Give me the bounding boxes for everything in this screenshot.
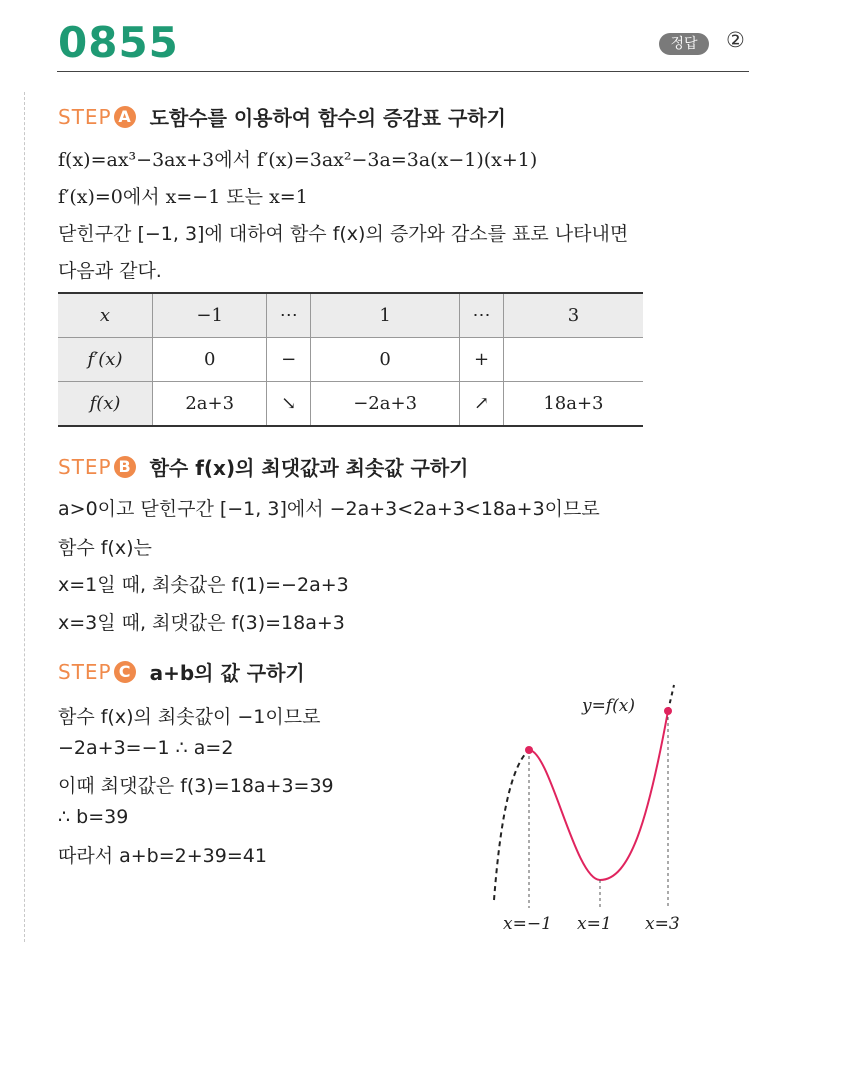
step-c-line-3: 이때 최댓값은 f(3)=18a+3=39 <box>58 775 334 797</box>
table-cell: f′(x) <box>58 338 153 382</box>
table-cell <box>503 338 643 382</box>
problem-number: 0855 <box>58 18 179 67</box>
step-c-title: a+b의 값 구하기 <box>149 661 305 685</box>
curve-label: y=f(x) <box>582 696 635 716</box>
step-a-word: STEP <box>58 104 112 129</box>
table-cell: −1 <box>153 293 267 338</box>
step-c-line-5: 따라서 a+b=2+39=41 <box>58 845 267 867</box>
table-row <box>58 338 643 382</box>
step-c-line-4: ∴ b=39 <box>58 806 129 828</box>
step-c-badge: C <box>114 661 136 683</box>
cubic-graph <box>470 680 730 950</box>
step-b-title: 함수 f(x)의 최댓값과 최솟값 구하기 <box>149 456 469 480</box>
step-c-line-2: −2a+3=−1 ∴ a=2 <box>58 737 234 759</box>
table-cell: 3 <box>503 293 643 338</box>
table-cell: + <box>460 338 504 382</box>
step-a-line-2: f′(x)=0에서 x=−1 또는 x=1 <box>58 186 308 208</box>
step-a-line-3: 닫힌구간 [−1, 3]에 대하여 함수 f(x)의 증가와 감소를 표로 나타내면 <box>58 223 629 245</box>
table-cell: 2a+3 <box>153 382 267 427</box>
table-cell: ↗ <box>460 382 504 427</box>
table-cell: −2a+3 <box>311 382 460 427</box>
table-row <box>58 382 643 427</box>
table-cell: 1 <box>311 293 460 338</box>
step-a-line-1: f(x)=ax³−3ax+3에서 f′(x)=3ax²−3a=3a(x−1)(x+1) <box>58 149 538 171</box>
step-a-title: 도함수를 이용하여 함수의 증감표 구하기 <box>149 106 506 130</box>
step-c-line-1: 함수 f(x)의 최솟값이 −1이므로 <box>58 706 321 728</box>
step-b-badge: B <box>114 456 136 478</box>
x-label-neg1: x=−1 <box>503 914 552 934</box>
curve-dashed-right <box>668 685 674 711</box>
table-cell: 18a+3 <box>503 382 643 427</box>
step-b-word: STEP <box>58 454 112 479</box>
local-max-point <box>525 746 533 754</box>
x-label-3: x=3 <box>645 914 680 934</box>
step-a-line-4: 다음과 같다. <box>58 260 162 282</box>
step-b-line-4: x=3일 때, 최댓값은 f(3)=18a+3 <box>58 612 345 634</box>
max-point <box>664 707 672 715</box>
table-row <box>58 293 643 338</box>
curve-solid <box>529 711 668 880</box>
curve-dashed-left <box>494 750 529 900</box>
step-b-line-3: x=1일 때, 최솟값은 f(1)=−2a+3 <box>58 574 349 596</box>
step-b-line-1: a>0이고 닫힌구간 [−1, 3]에서 −2a+3<2a+3<18a+3이므로 <box>58 498 600 520</box>
table-cell: ↘ <box>267 382 311 427</box>
increase-decrease-table <box>58 292 643 427</box>
margin-guide <box>24 92 25 942</box>
step-a-badge: A <box>114 106 136 128</box>
step-b-heading <box>58 452 469 481</box>
answer-badge: 정답 <box>659 33 709 55</box>
answer-value: ② <box>726 28 745 52</box>
x-label-1: x=1 <box>577 914 612 934</box>
header-divider <box>57 71 749 72</box>
step-c-heading <box>58 657 305 686</box>
step-b-line-2: 함수 f(x)는 <box>58 537 152 559</box>
step-a-heading <box>58 102 506 131</box>
table-cell: x <box>58 293 153 338</box>
table-cell: ⋯ <box>460 293 504 338</box>
table-cell: ⋯ <box>267 293 311 338</box>
table-cell: f(x) <box>58 382 153 427</box>
table-cell: 0 <box>311 338 460 382</box>
step-c-word: STEP <box>58 659 112 684</box>
table-cell: − <box>267 338 311 382</box>
table-cell: 0 <box>153 338 267 382</box>
